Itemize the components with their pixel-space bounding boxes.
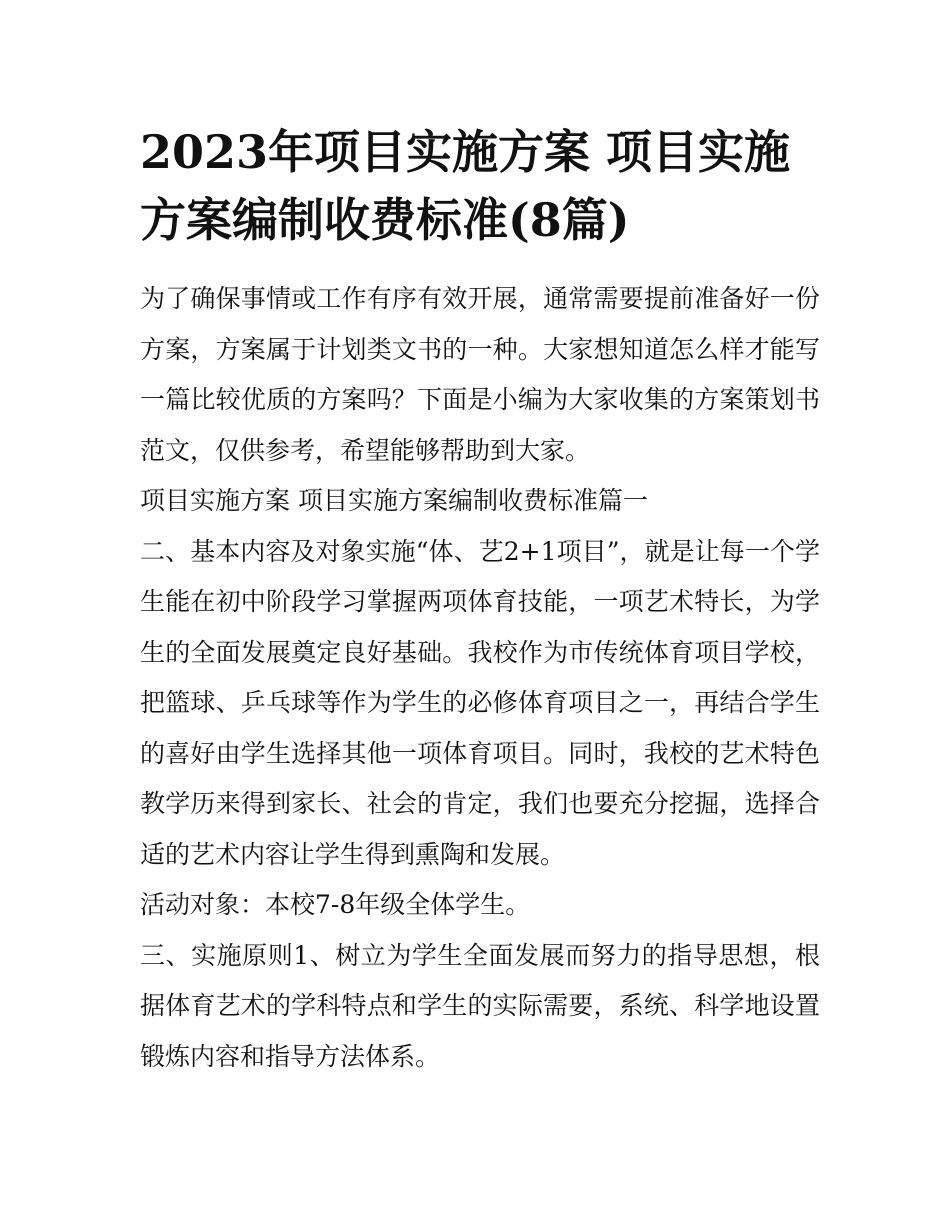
document-body <box>140 118 820 1082</box>
paragraph-section-heading: 项目实施方案 项目实施方案编制收费标准篇一 <box>140 486 648 515</box>
document-title: 2023年项目实施方案 项目实施方案编制收费标准(8篇) <box>140 125 791 247</box>
paragraph-intro: 为了确保事情或工作有序有效开展，通常需要提前准备好一份方案，方案属于计划类文书的一种。大家想知道怎么样才能写一篇比较优质的方案吗？下面是小编为大家收集的方案策划书范文，仅供参考，希望能够帮助到大家。 <box>140 284 820 465</box>
paragraph-activity-target: 活动对象：本校7-8年级全体学生。 <box>140 890 531 919</box>
paragraph-basic-content: 二、基本内容及对象实施“体、艺2+1项目”，就是让每一个学生能在初中阶段学习掌握两项体育技能，一项艺术特长，为学生的全面发展奠定良好基础。我校作为市传统体育项目学校，把篮球、乒乓球等作为学生的必修体育项目之一，再结合学生的喜好由学生选择其他一项体育项目。同时，我校的艺术特色教学历来得到家长、社会的肯定，我们也要充分挖掘，选择合适的艺术内容让学生得到熏陶和发展。 <box>140 536 820 869</box>
paragraph-principles: 三、实施原则1、树立为学生全面发展而努力的指导思想，根据体育艺术的学科特点和学生的实际需要，系统、科学地设置锻炼内容和指导方法体系。 <box>140 940 820 1071</box>
